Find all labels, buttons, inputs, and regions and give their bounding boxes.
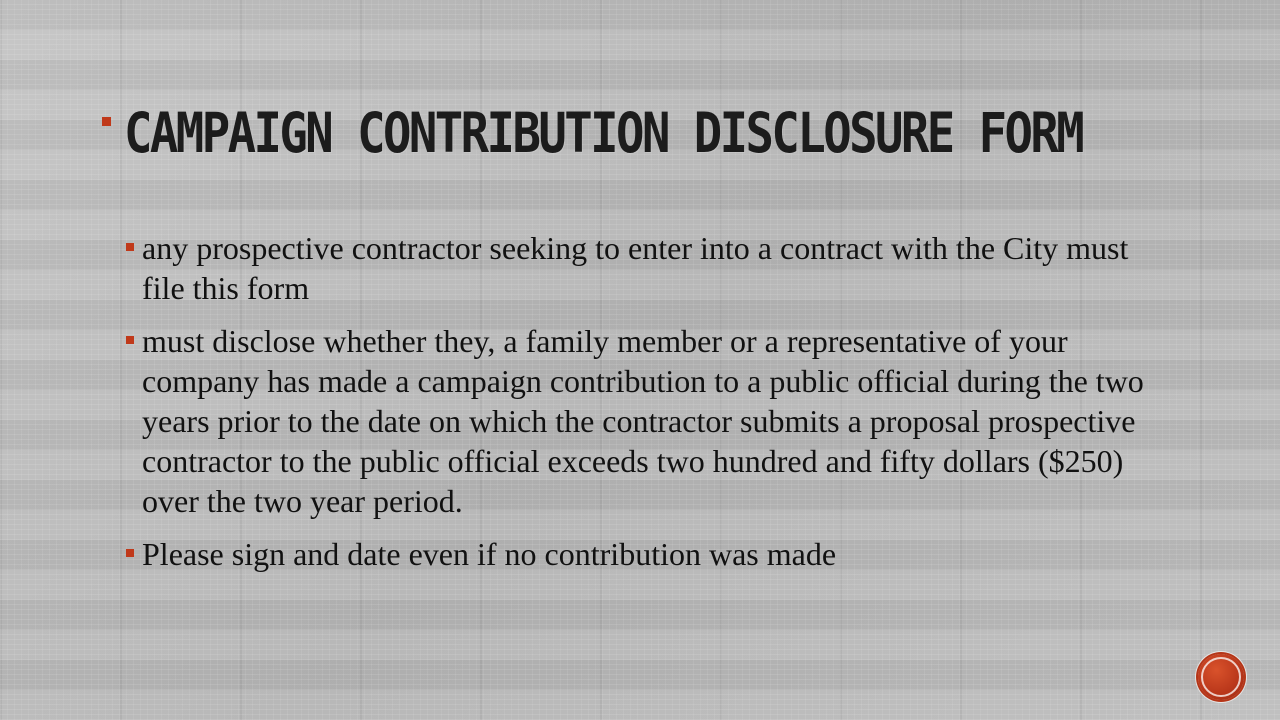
square-bullet-icon	[126, 336, 134, 344]
square-bullet-icon	[126, 549, 134, 557]
bullet-item	[122, 228, 1162, 308]
bullet-item	[122, 534, 1162, 574]
bullet-item	[122, 321, 1162, 521]
bullet-text: must disclose whether they, a family member or a representative of your company has made a campaign contribution to a public official during the two years prior to the date on which the contractor submits a proposal prospective contractor to the public official exceeds two hundred and fifty dollars ($250) over the two year period.	[142, 323, 1144, 519]
bullet-text: Please sign and date even if no contribution was made	[142, 536, 837, 572]
title-square-icon	[102, 117, 111, 126]
circle-badge-icon	[1198, 654, 1244, 700]
bullet-list	[122, 228, 1162, 587]
square-bullet-icon	[126, 243, 134, 251]
slide-title: CAMPAIGN CONTRIBUTION DISCLOSURE FORM	[124, 101, 1083, 165]
bullet-text: any prospective contractor seeking to enter into a contract with the City must file this form	[142, 230, 1129, 306]
circle-badge-ring	[1201, 657, 1241, 697]
